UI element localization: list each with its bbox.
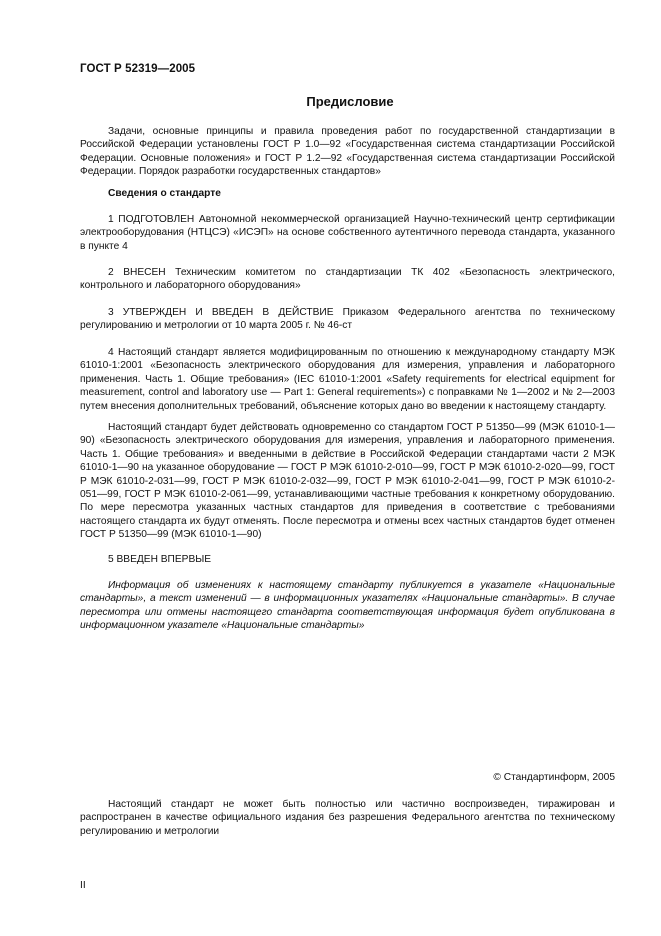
intro-paragraph: Задачи, основные принципы и правила проведения работ по государственной стандартизации в Российской Федерации установлены ГОСТ Р 1.0—92 «Государственная система стандартизации Российской Федерации. Основные положения» и ГОСТ Р 1.2—92 «Государственная система стандартизации Российской Федерации. Порядок разработки государственных стандартов» [80,126,615,178]
page-title: Предисловие [306,94,394,109]
copyright-line: © Стандартинформ, 2005 [493,772,615,783]
info-heading: Сведения о стандарте [108,188,221,199]
item-1-prepared: 1 ПОДГОТОВЛЕН Автономной некоммерческой организацией Научно-технический центр сертификации электрооборудования (НТЦСЭ) «ИСЭП» на основе собственного аутентичного перевода стандарта, указанного в пункте 4 [80,214,615,252]
standard-code-header: ГОСТ Р 52319—2005 [80,63,196,75]
item-5-first-introduced: 5 ВВЕДЕН ВПЕРВЫЕ [108,554,212,565]
page-number: II [80,880,86,891]
changes-notice: Информация об изменениях к настоящему стандарту публикуется в указателе «Национальные стандарты», а текст изменений — в информационных указателях «Национальные стандарты». В случае пересмотра или отмены настоящего стандарта соответствующая информация будет опубликована в информационном указателе «Национальные стандарты» [80,580,615,632]
item-4-modification: 4 Настоящий стандарт является модифицированным по отношению к международному стандарту МЭК 61010-1:2001 «Безопасность электрического оборудования для измерения, управления и лабораторного применения. Часть 1. Общие требования» (IEC 61010-1:2001 «Safety requirements for electrical equipment for measurement, control and laboratory use — Part 1: General requirements») с поправками № 1—2002 и № 2—2003 путем внесения дополнительных требований, объяснение которых дано во введении к настоящему стандарту. [80,347,615,412]
item-2-introduced: 2 ВНЕСЕН Техническим комитетом по стандартизации ТК 402 «Безопасность электрического, контрольного и лабораторного оборудования» [80,267,615,292]
item-3-approved: 3 УТВЕРЖДЕН И ВВЕДЕН В ДЕЙСТВИЕ Приказом Федерального агентства по техническому регулированию и метрологии от 10 марта 2005 г. № 46-ст [80,307,615,332]
reproduction-notice: Настоящий стандарт не может быть полностью или частично воспроизведен, тиражирован и распространен в качестве официального издания без разрешения Федерального агентства по техническому регулированию и метрологии [80,799,615,837]
item-4-validity: Настоящий стандарт будет действовать одновременно со стандартом ГОСТ Р 51350—99 (МЭК 61010-1—90) «Безопасность электрического оборудования для измерения, управления и лабораторного применения. Часть 1. Общие требования» и введенными в действие в Российской Федерации стандартами части 2 МЭК 61010-1—90 на указанное оборудование — ГОСТ Р МЭК 61010-2-010—99, ГОСТ Р МЭК 61010-2-020—99, ГОСТ Р МЭК 61010-2-031—99, ГОСТ Р МЭК 61010-2-032—99, ГОСТ Р МЭК 61010-2-041—99, ГОСТ Р МЭК 61010-2-051—99, ГОСТ Р МЭК 61010-2-061—99, устанавливающими частные требования к конкретному оборудованию. По мере пересмотра указанных частных стандартов для приведения в соответствие с требованиями настоящего стандарта их будут отменять. После пересмотра и отмены всех частных стандартов будет отменен ГОСТ Р 51350—99 (МЭК 61010-1—90) [80,422,615,541]
